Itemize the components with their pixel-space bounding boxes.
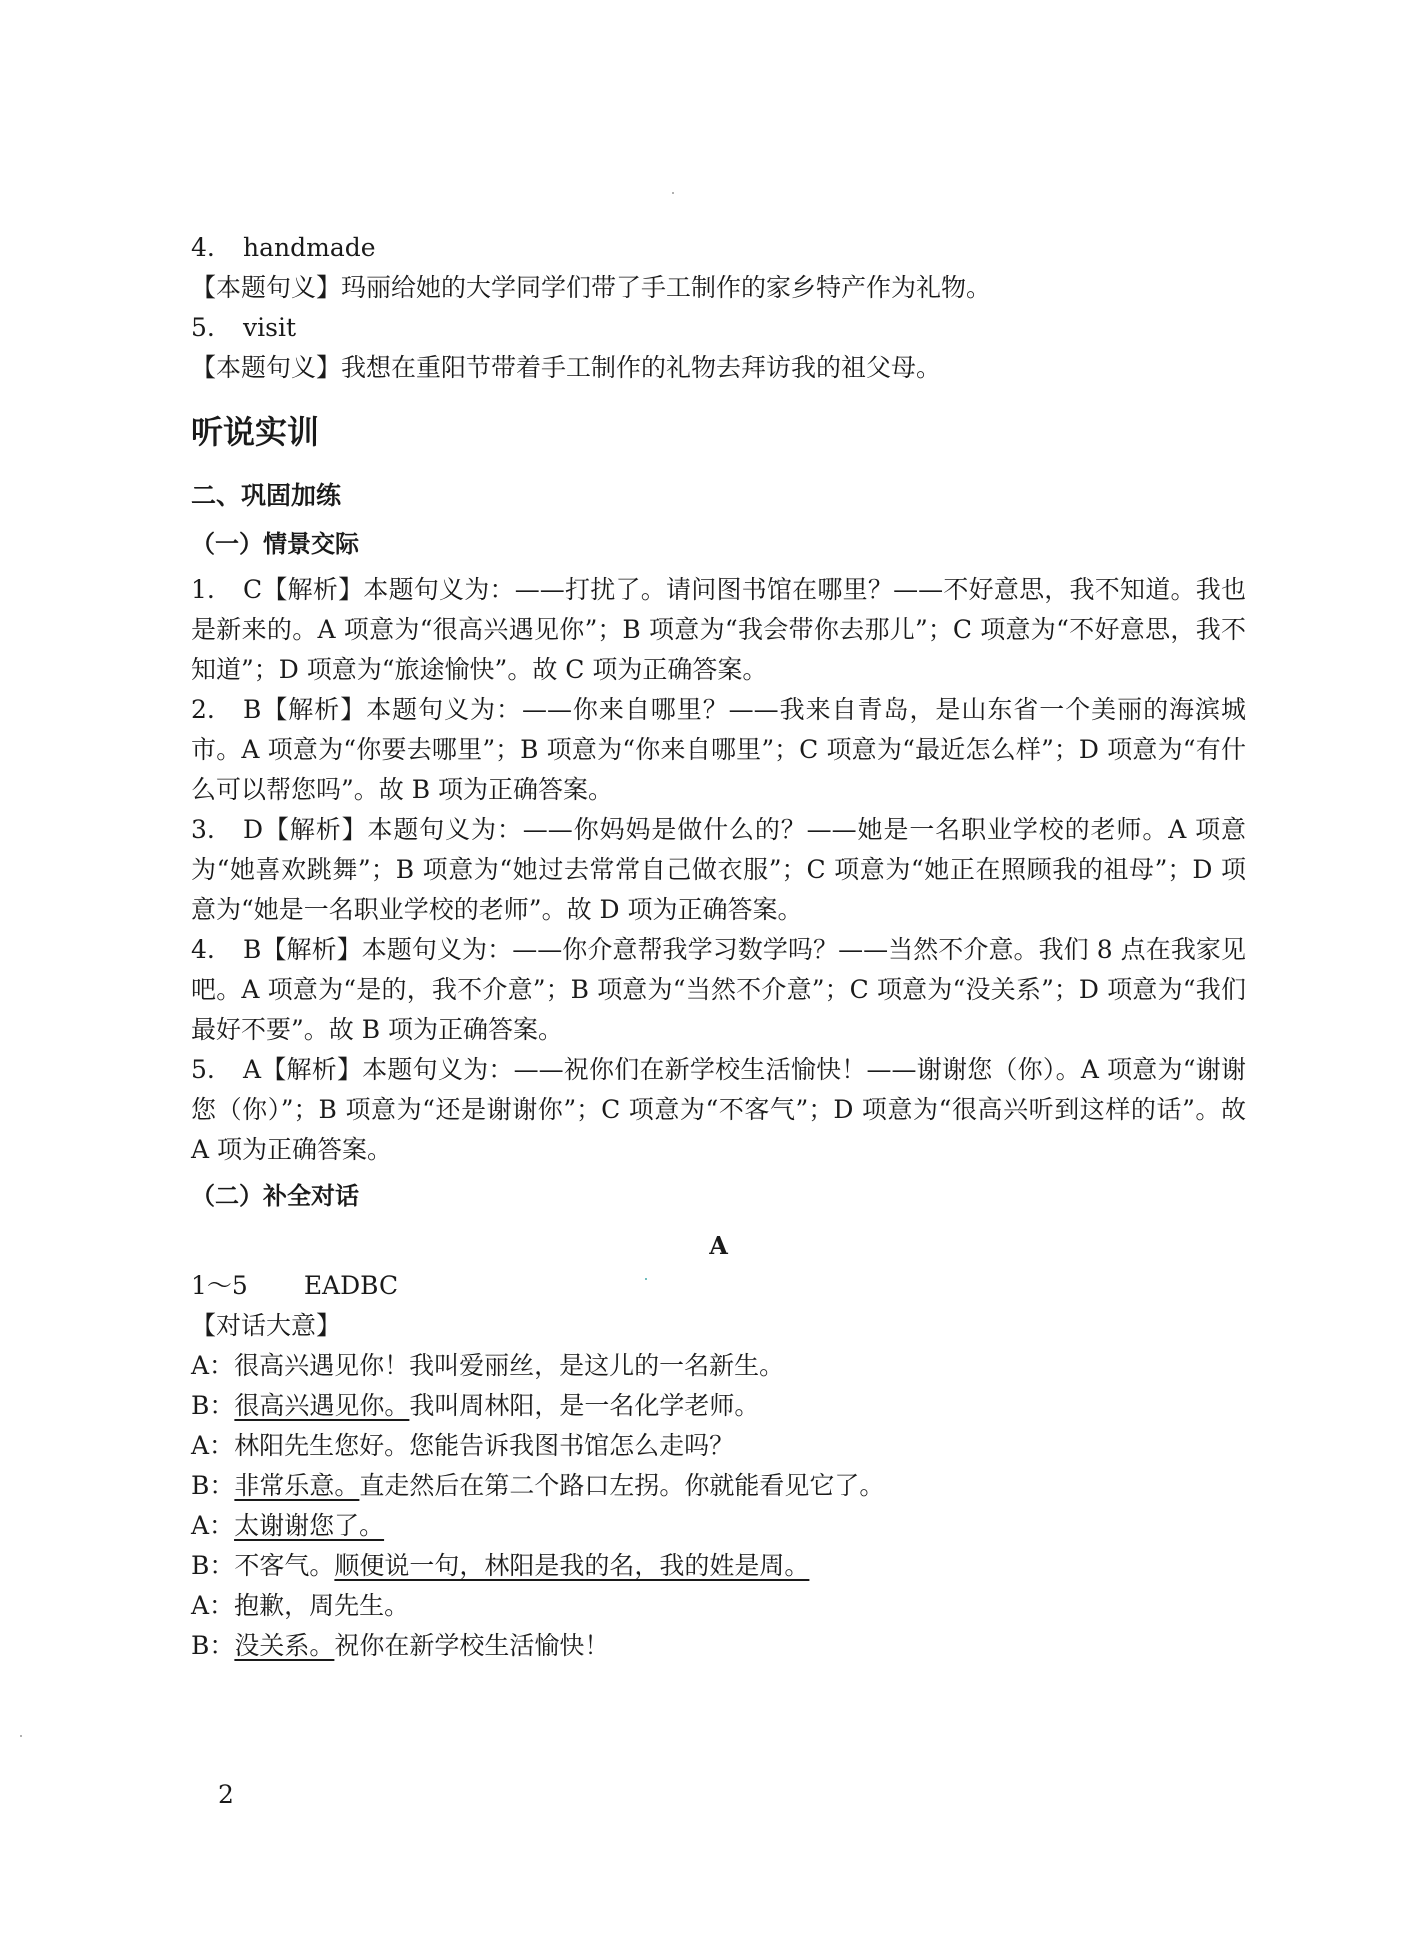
- speaker: B：: [191, 1551, 235, 1580]
- answer-range: 1～5: [191, 1271, 248, 1300]
- line-text: 祝你在新学校生活愉快！: [334, 1631, 610, 1660]
- explanation-text: 本题句义为：——你来自哪里？——我来自青岛，是山东省一个美丽的海滨城市。A 项意为“你要去哪里”；B 项意为“你来自哪里”；C 项意为“最近怎么样”；D 项意为“有什么可以帮您吗”。故 B 项为正确答案。: [191, 695, 1246, 804]
- translation-text: 我想在重阳节带着手工制作的礼物去拜访我的祖父母。: [341, 353, 942, 382]
- vocab-item-4: [191, 228, 1246, 268]
- line-text: 我叫周林阳，是一名化学老师。: [409, 1391, 760, 1420]
- dialogue: [191, 1346, 1246, 1666]
- speaker: A：: [191, 1591, 235, 1620]
- part1-title: （一）情景交际: [191, 530, 359, 558]
- speaker: B：: [191, 1391, 235, 1420]
- subsection-title: 二、巩固加练: [191, 481, 342, 510]
- page-number: 2: [218, 1780, 234, 1809]
- explanation-item-3: [191, 810, 1246, 930]
- speaker: B：: [191, 1631, 235, 1660]
- vocab-item-5: [191, 308, 1246, 348]
- item-number: 2.: [191, 695, 215, 724]
- line-text: 很高兴遇见你！我叫爱丽丝，是这儿的一名新生。: [234, 1351, 785, 1380]
- explanation-item-4: [191, 930, 1246, 1050]
- dialogue-line: [191, 1626, 1246, 1666]
- answer-letter: C: [243, 575, 263, 604]
- explanation-text: 本题句义为：——你介意帮我学习数学吗？——当然不介意。我们 8 点在我家见吧。A 项意为“是的，我不介意”；B 项意为“当然不介意”；C 项意为“没关系”；D 项意为“我们最好不要”。故 B 项为正确答案。: [191, 935, 1246, 1044]
- dialogue-line: [191, 1386, 1246, 1426]
- answer-letter: B: [243, 935, 262, 964]
- dialogue-line: [191, 1426, 1246, 1466]
- item-number: 4.: [191, 233, 215, 262]
- dialogue-line: [191, 1586, 1246, 1626]
- filled-answer: 太谢谢您了。: [234, 1511, 385, 1540]
- line-text: 林阳先生您好。您能告诉我图书馆怎么走吗？: [234, 1431, 735, 1460]
- line-text: 直走然后在第二个路口左拐。你就能看见它了。: [359, 1471, 885, 1500]
- item-number: 4.: [191, 935, 215, 964]
- vocab-word: visit: [243, 313, 296, 342]
- item-number: 1.: [191, 575, 215, 604]
- explanation-text: 本题句义为：——祝你们在新学校生活愉快！——谢谢您（你）。A 项意为“谢谢您（你）”；B 项意为“还是谢谢你”；C 项意为“不客气”；D 项意为“很高兴听到这样的话”。故 A 项为正确答案。: [191, 1055, 1246, 1164]
- translation-label: 【本题句义】: [191, 353, 342, 382]
- dialogue-summary-label: 【对话大意】: [191, 1311, 342, 1340]
- explanation-label: 【解析】: [261, 935, 362, 964]
- item-number: 5.: [191, 1055, 215, 1084]
- section-title: 听说实训: [191, 413, 320, 451]
- explanation-label: 【解析】: [261, 695, 367, 724]
- filled-answer: 顺便说一句，林阳是我的名，我的姓是周。: [334, 1551, 810, 1580]
- page-content: [191, 228, 1246, 1666]
- answer-sequence: EADBC: [303, 1271, 399, 1300]
- explanation-item-2: [191, 690, 1246, 810]
- explanation-item-1: [191, 570, 1246, 690]
- part2-subtitle: A: [709, 1231, 728, 1260]
- answer-key: [191, 1266, 1246, 1306]
- line-text: 抱歉，周先生。: [234, 1591, 410, 1620]
- filled-answer: 非常乐意。: [234, 1471, 360, 1500]
- vocab-translation-5: [191, 348, 1246, 388]
- dialogue-line: [191, 1346, 1246, 1386]
- answer-letter: B: [243, 695, 262, 724]
- dialogue-line: [191, 1466, 1246, 1506]
- explanation-list: [191, 570, 1246, 1170]
- explanation-label: 【解析】: [263, 815, 368, 844]
- explanation-text: 本题句义为：——你妈妈是做什么的？——她是一名职业学校的老师。A 项意为“她喜欢跳舞”；B 项意为“她过去常常自己做衣服”；C 项意为“她正在照顾我的祖母”；D 项意为“她是一名职业学校的老师”。故 D 项为正确答案。: [191, 815, 1246, 924]
- item-number: 3.: [191, 815, 215, 844]
- item-number: 5.: [191, 313, 215, 342]
- translation-text: 玛丽给她的大学同学们带了手工制作的家乡特产作为礼物。: [341, 273, 992, 302]
- explanation-label: 【解析】: [262, 575, 364, 604]
- filled-answer: 没关系。: [234, 1631, 335, 1660]
- explanation-text: 本题句义为：——打扰了。请问图书馆在哪里？——不好意思，我不知道。我也是新来的。A 项意为“很高兴遇见你”；B 项意为“我会带你去那儿”；C 项意为“不好意思，我不知道”；D 项意为“旅途愉快”。故 C 项为正确答案。: [191, 575, 1246, 684]
- answer-letter: A: [243, 1055, 262, 1084]
- speaker: A：: [191, 1511, 235, 1540]
- answer-letter: D: [243, 815, 264, 844]
- speaker: A：: [191, 1431, 235, 1460]
- speaker: B：: [191, 1471, 235, 1500]
- explanation-item-5: [191, 1050, 1246, 1170]
- explanation-label: 【解析】: [261, 1055, 363, 1084]
- dialogue-line: [191, 1546, 1246, 1586]
- vocab-word: handmade: [243, 233, 376, 262]
- filled-answer: 很高兴遇见你。: [234, 1391, 410, 1420]
- line-text: 不客气。: [234, 1551, 335, 1580]
- dialogue-line: [191, 1506, 1246, 1546]
- speaker: A：: [191, 1351, 235, 1380]
- translation-label: 【本题句义】: [191, 273, 342, 302]
- part2-title: （二）补全对话: [191, 1182, 359, 1210]
- vocab-translation-4: [191, 268, 1246, 308]
